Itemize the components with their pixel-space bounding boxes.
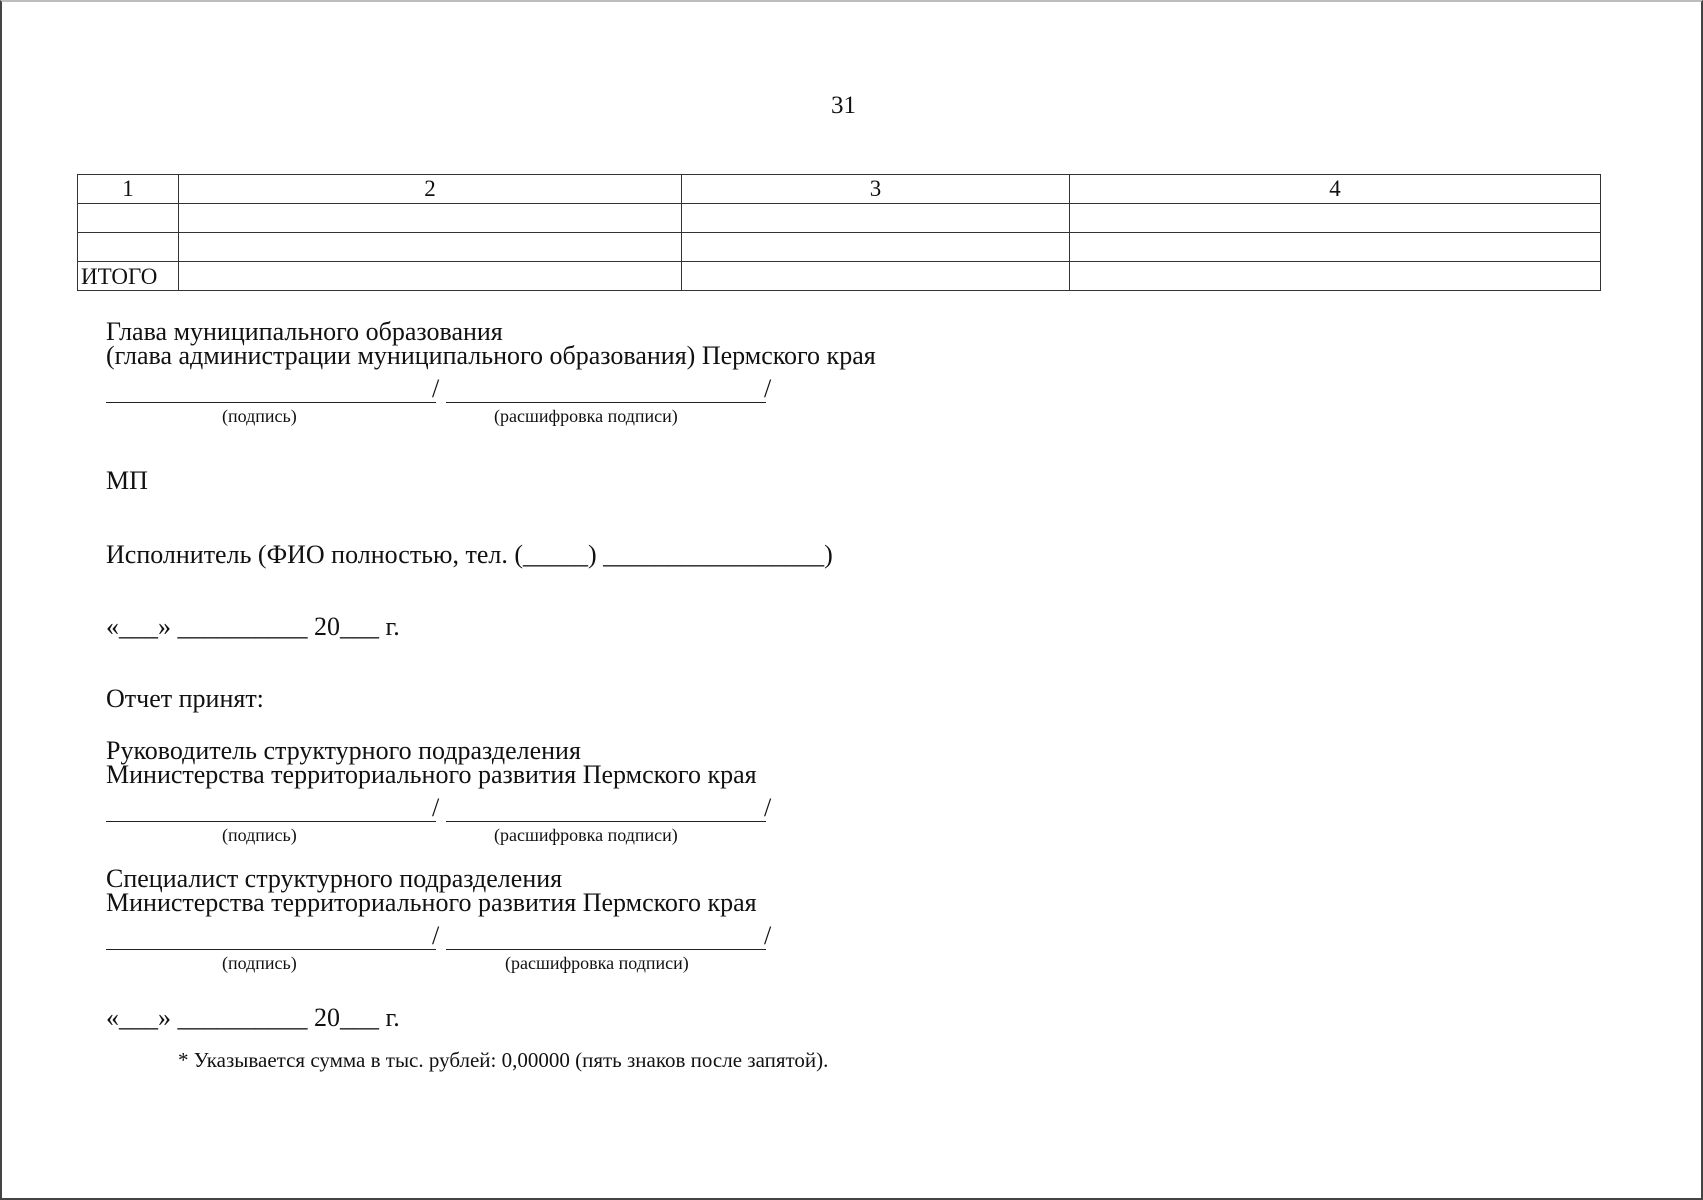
table-header-cell: 4 — [1070, 175, 1601, 204]
stamp-label: МП — [106, 466, 148, 495]
separator-slash: / — [432, 793, 440, 822]
footnote: * Указывается сумма в тыс. рублей: 0,00000 (пять знаков после запятой). — [178, 1048, 829, 1072]
head-title-line1: Глава муниципального образования — [106, 317, 503, 346]
head-title-line2: (глава администрации муниципального образования) Пермского края — [106, 341, 876, 370]
table-total-row — [78, 262, 1601, 291]
signature-caption: (подпись) — [222, 825, 297, 845]
table-header-cell: 3 — [682, 175, 1070, 204]
table-row — [78, 204, 1601, 233]
page-number: 31 — [831, 92, 856, 119]
division-head-line2: Министерства территориального развития Пермского края — [106, 760, 757, 789]
table-cell[interactable] — [682, 262, 1070, 291]
report-table — [77, 174, 1601, 291]
table-cell[interactable] — [682, 204, 1070, 233]
transcript-caption: (расшифровка подписи) — [494, 825, 678, 845]
table-row — [78, 233, 1601, 262]
executor-line: Исполнитель (ФИО полностью, тел. (_____) _________________) — [106, 540, 833, 569]
table-header-row — [78, 175, 1601, 204]
separator-slash: / — [764, 374, 772, 403]
transcript-line[interactable] — [446, 402, 766, 403]
table-header-cell: 2 — [179, 175, 682, 204]
table-cell[interactable] — [682, 233, 1070, 262]
transcript-caption: (расшифровка подписи) — [494, 406, 678, 426]
table-cell[interactable] — [78, 233, 179, 262]
date-line: «___» __________ 20___ г. — [106, 612, 400, 641]
report-accepted-label: Отчет принят: — [106, 684, 264, 713]
table-cell[interactable] — [1070, 204, 1601, 233]
table-header-cell: 1 — [78, 175, 179, 204]
separator-slash: / — [764, 921, 772, 950]
table-cell[interactable] — [1070, 233, 1601, 262]
table-cell[interactable] — [179, 262, 682, 291]
division-head-line1: Руководитель структурного подразделения — [106, 736, 581, 765]
separator-slash: / — [432, 921, 440, 950]
table-cell[interactable] — [1070, 262, 1601, 291]
separator-slash: / — [764, 793, 772, 822]
separator-slash: / — [432, 374, 440, 403]
table-cell[interactable] — [179, 204, 682, 233]
signature-line[interactable] — [106, 821, 436, 822]
transcript-line[interactable] — [446, 821, 766, 822]
signature-line[interactable] — [106, 949, 436, 950]
specialist-line2: Министерства территориального развития Пермского края — [106, 888, 757, 917]
signature-line[interactable] — [106, 402, 436, 403]
date-line: «___» __________ 20___ г. — [106, 1003, 400, 1032]
specialist-line1: Специалист структурного подразделения — [106, 864, 563, 893]
table-cell[interactable] — [78, 204, 179, 233]
table-cell[interactable] — [179, 233, 682, 262]
transcript-line[interactable] — [446, 949, 766, 950]
total-label: ИТОГО — [78, 262, 179, 291]
signature-caption: (подпись) — [222, 953, 297, 973]
signature-caption: (подпись) — [222, 406, 297, 426]
transcript-caption: (расшифровка подписи) — [505, 953, 689, 973]
